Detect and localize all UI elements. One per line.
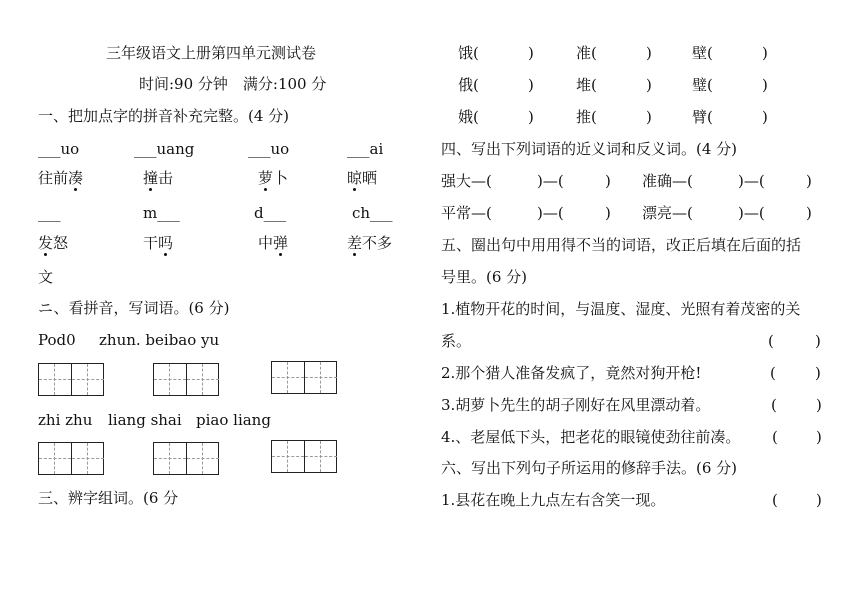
q2-pinyin-c: zhi zhu [38, 411, 93, 429]
q1-word-6: 干吗 [143, 234, 174, 252]
q2-pinyin-b: zhun. beibao yu [99, 331, 220, 349]
q3-char-7: 娥( [458, 108, 479, 126]
q3-char-2: 准( [576, 44, 597, 62]
page-title: 三年级语文上册第四单元测试卷 [106, 44, 317, 62]
q1-pinyin-8: ch___ [352, 204, 393, 222]
q4-blank-8[interactable]: ) [806, 204, 812, 222]
writing-grid[interactable] [38, 442, 104, 475]
q5-answer-open-2[interactable]: ( [770, 364, 776, 382]
q1-pinyin-4: ___ai [347, 140, 384, 158]
q1-word-2: 撞击 [143, 169, 174, 187]
q1-heading: 一、把加点字的拼音补充完整。(4 分) [38, 107, 290, 125]
writing-grid[interactable] [271, 440, 337, 473]
q3-blank-3[interactable]: ) [762, 44, 768, 62]
q5-heading: 五、圈出句中用用得不当的词语，改正后填在后面的括 [441, 236, 802, 254]
q1-wrap-text: 文 [38, 268, 54, 286]
q3-blank-4[interactable]: ) [528, 76, 534, 94]
writing-grid[interactable] [153, 442, 219, 475]
q3-blank-5[interactable]: ) [646, 76, 652, 94]
q2-pinyin-d: liang shai [108, 411, 182, 429]
q5-heading-cont: 号里。(6 分) [441, 268, 528, 286]
q6-answer-close-1[interactable]: ) [816, 491, 822, 509]
q5-answer-open-3[interactable]: ( [771, 396, 777, 414]
q4-blank-7[interactable]: )—( [738, 204, 765, 222]
q3-blank-7[interactable]: ) [528, 108, 534, 126]
q4-word-1: 强大—( [441, 172, 492, 190]
q4-blank-3[interactable]: )—( [738, 172, 765, 190]
q5-sentence-1-cont: 系。 [441, 332, 472, 350]
q3-char-8: 推( [576, 108, 597, 126]
q1-pinyin-3: ___uo [248, 140, 290, 158]
q5-sentence-2: 2.那个猎人准备发疯了，竟然对狗开枪! [441, 364, 702, 382]
q3-heading: 三、辨字组词。(6 分 [38, 489, 179, 507]
q6-answer-open-1[interactable]: ( [772, 491, 778, 509]
q5-answer-close-1[interactable]: ) [815, 332, 821, 350]
q1-word-4: 晾晒 [347, 169, 378, 187]
q1-word-5: 发怒 [38, 234, 69, 252]
q4-word-3: 平常—( [441, 204, 492, 222]
q2-pinyin-a: Pod0 [38, 331, 76, 349]
q3-blank-6[interactable]: ) [762, 76, 768, 94]
q5-answer-open-1[interactable]: ( [768, 332, 774, 350]
q5-sentence-1: 1.植物开花的时间，与温度、湿度、光照有着茂密的关 [441, 300, 801, 318]
q2-heading: ニ、看拼音，写词语。(6 分) [38, 299, 230, 317]
q3-char-3: 壁( [692, 44, 713, 62]
q5-answer-open-4[interactable]: ( [772, 428, 778, 446]
q3-char-5: 堆( [576, 76, 597, 94]
q4-heading: 四、写出下列词语的近义词和反义词。(4 分) [441, 140, 738, 158]
writing-grid[interactable] [38, 363, 104, 396]
q6-sentence-1: 1.县花在晚上九点左右含笑一现。 [441, 491, 666, 509]
q3-blank-1[interactable]: ) [528, 44, 534, 62]
q1-pinyin-5: ___ [38, 204, 61, 222]
q1-pinyin-6: m___ [143, 204, 180, 222]
q3-char-4: 俄( [458, 76, 479, 94]
q4-word-2: 准确—( [642, 172, 693, 190]
q1-word-7: 中弹 [258, 234, 289, 252]
q3-blank-8[interactable]: ) [646, 108, 652, 126]
q1-word-1: 往前凑 [38, 169, 84, 187]
q4-blank-2[interactable]: ) [605, 172, 611, 190]
q1-pinyin-2: ___uang [134, 140, 195, 158]
q4-word-4: 漂亮—( [642, 204, 693, 222]
q3-char-6: 璧( [692, 76, 713, 94]
q5-answer-close-3[interactable]: ) [816, 396, 822, 414]
q5-sentence-4: 4.、老屋低下头，把老花的眼镜使劲往前凑。 [441, 428, 741, 446]
q3-blank-2[interactable]: ) [646, 44, 652, 62]
writing-grid[interactable] [153, 363, 219, 396]
q4-blank-4[interactable]: ) [806, 172, 812, 190]
q1-word-3: 萝卜 [258, 169, 289, 187]
q4-blank-5[interactable]: )—( [537, 204, 564, 222]
q1-pinyin-1: ___uo [38, 140, 80, 158]
q3-char-9: 臂( [692, 108, 713, 126]
q3-char-1: 饿( [458, 44, 479, 62]
q5-sentence-3: 3.胡萝卜先生的胡子刚好在风里漂动着。 [441, 396, 711, 414]
q5-answer-close-4[interactable]: ) [816, 428, 822, 446]
q3-blank-9[interactable]: ) [762, 108, 768, 126]
writing-grid[interactable] [271, 361, 337, 394]
q4-blank-1[interactable]: )—( [537, 172, 564, 190]
q5-answer-close-2[interactable]: ) [815, 364, 821, 382]
q1-pinyin-7: d___ [254, 204, 287, 222]
q2-pinyin-e: piao liang [196, 411, 271, 429]
q4-blank-6[interactable]: ) [605, 204, 611, 222]
q1-word-8: 差不多 [347, 234, 393, 252]
exam-meta: 时间:90 分钟 满分:100 分 [139, 75, 327, 93]
q6-heading: 六、写出下列句子所运用的修辞手法。(6 分) [441, 459, 738, 477]
